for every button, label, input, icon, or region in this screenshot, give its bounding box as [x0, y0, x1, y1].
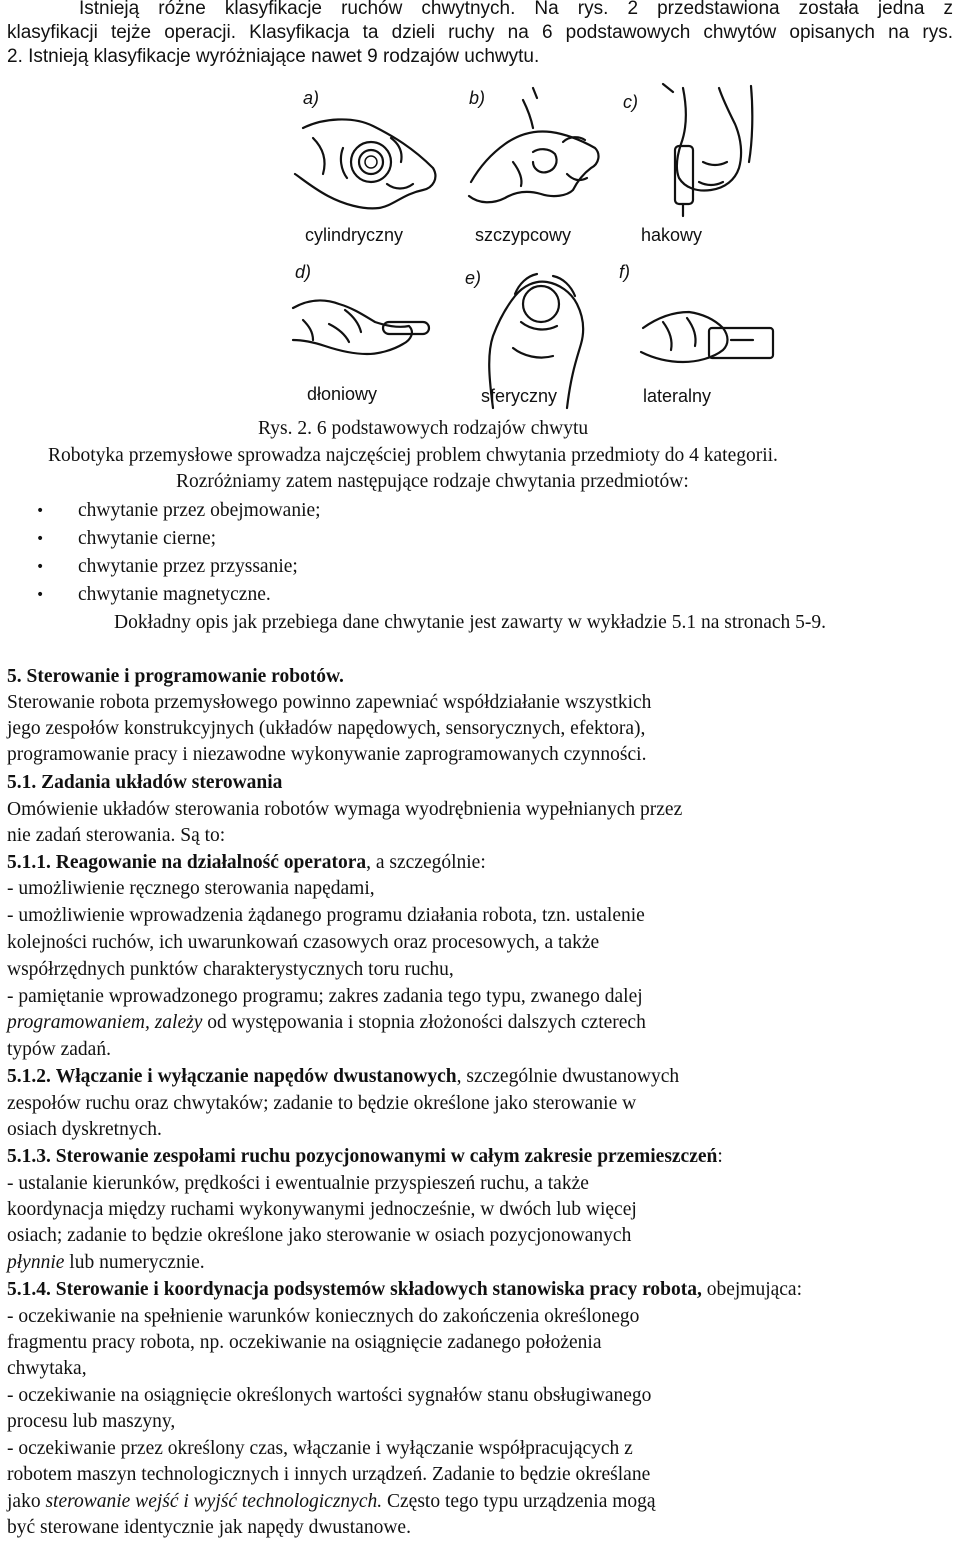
italic-term: sterowanie wejść i wyjść technologicznych. [45, 1491, 383, 1512]
palmar-grip-drawing [293, 301, 429, 354]
section51-text: nie zadań sterowania. Są to: [7, 825, 226, 846]
section514-text: - oczekiwanie przez określony czas, włączanie i wyłączanie współpracujących z [7, 1438, 633, 1459]
bullet-item: chwytanie cierne; [78, 528, 217, 549]
panel-c-letter: c) [623, 92, 638, 112]
section514-text: fragmentu pracy robota, np. oczekiwanie na osiągnięcie zadanego położenia [7, 1332, 602, 1353]
section514-text: robotem maszyn technologicznych i innych urządzeń. Zadanie to będzie określane [7, 1464, 651, 1485]
grip-reference: Dokładny opis jak przebiega dane chwytanie jest zawarty w wykładzie 5.1 na stronach 5-9. [114, 612, 827, 633]
section514-text: procesu lub maszyny, [7, 1411, 176, 1432]
grip-types-figure [283, 78, 779, 416]
grip-para-1: Robotyka przemysłowe sprowadza najczęściej problem chwytania przedmioty do 4 kategorii. [48, 445, 778, 466]
section513-rest: : [717, 1146, 723, 1167]
bullet-symbol: • [36, 503, 45, 519]
grip-para-2: Rozróżniamy zatem następujące rodzaje chwytania przedmiotów: [176, 471, 689, 492]
intro-line-1: Istnieją różne klasyfikacje ruchów chwytnych. Na rys. 2 przedstawiona została jedna z [79, 0, 953, 19]
section514-number: 5.1.4. [7, 1279, 51, 1300]
section511-number: 5.1.1. [7, 852, 51, 873]
section513-text-rest: lub numerycznie. [64, 1252, 205, 1273]
hand-drawings [293, 84, 773, 408]
section5-text: Sterowanie robota przemysłowego powinno zapewniać współdziałanie wszystkich [7, 692, 652, 713]
section511-text: - umożliwienie ręcznego sterowania napędami, [7, 878, 375, 899]
panel-f-label: lateralny [643, 386, 712, 406]
section514-text-rest: Często tego typu urządzenia mogą [382, 1491, 656, 1512]
section514-rest: obejmująca: [701, 1279, 803, 1300]
panel-c-label: hakowy [641, 225, 703, 245]
section513-number: 5.1.3. [7, 1146, 51, 1167]
section513-text: - ustalanie kierunków, prędkości i ewentualnie przyspieszeń ruchu, a także [7, 1173, 589, 1194]
section5-heading: 5. Sterowanie i programowanie robotów. [7, 666, 344, 687]
section512-rest: , szczególnie dwustanowych [456, 1066, 680, 1087]
panel-a-letter: a) [303, 88, 320, 108]
panel-a-label: cylindryczny [305, 225, 404, 245]
intro-line-3: 2. Istnieją klasyfikacje wyróżniające nawet 9 rodzajów uchwytu. [7, 46, 540, 67]
hook-grip-drawing [663, 84, 752, 216]
section5-text: jego zespołów konstrukcyjnych (układów napędowych, sensorycznych, efektora), [7, 718, 646, 739]
section511-text: kolejności ruchów, ich uwarunkowań czasowych oraz procesowych, a także [7, 932, 600, 953]
intro-line-2: klasyfikacji tejże operacji. Klasyfikacja ta dzieli ruchy na 6 podstawowych chwytów opisanych na rys. [7, 22, 953, 43]
section512-text: zespołów ruchu oraz chwytaków; zadanie to będzie określone jako sterowanie w [7, 1093, 637, 1114]
grip-figure-svg [283, 78, 779, 416]
cylindrical-grip-drawing [295, 119, 435, 208]
bullet-symbol: • [36, 531, 45, 547]
section511-rest: , a szczególnie: [366, 852, 486, 873]
section512-text: osiach dyskretnych. [7, 1119, 162, 1140]
section511-text-mixed [7, 1011, 646, 1035]
section514-text-pre: jako [7, 1491, 46, 1512]
section511-text: typów zadań. [7, 1039, 111, 1060]
panel-e-letter: e) [465, 268, 482, 288]
section513-text-mixed [7, 1251, 205, 1275]
section512-heading [7, 1065, 679, 1089]
bullet-symbol: • [36, 587, 45, 603]
italic-term: programowaniem, zależy [7, 1012, 203, 1033]
section514-text: - oczekiwanie na spełnienie warunków koniecznych do zakończenia określonego [7, 1306, 640, 1327]
section513-heading [7, 1145, 723, 1169]
section514-title: Sterowanie i koordynacja podsystemów składowych stanowiska pracy robota, [55, 1279, 702, 1300]
panel-b-label: szczypcowy [475, 225, 572, 245]
section513-title: Sterowanie zespołami ruchu pozycjonowanymi w całym zakresie przemieszczeń [55, 1146, 718, 1167]
section514-text: chwytaka, [7, 1358, 87, 1379]
section511-heading [7, 851, 486, 875]
pinch-grip-drawing [469, 88, 598, 202]
panel-d-letter: d) [295, 262, 312, 282]
section511-text: - pamiętanie wprowadzonego programu; zakres zadania tego typu, zwanego dalej [7, 986, 643, 1007]
panel-f-letter: f) [619, 262, 630, 282]
panel-e-label: sferyczny [481, 386, 558, 406]
bullet-item: chwytanie magnetyczne. [78, 584, 271, 605]
section514-heading [7, 1278, 802, 1302]
bullet-item: chwytanie przez przyssanie; [78, 556, 298, 577]
section512-title: Włączanie i wyłączanie napędów dwustanowych [55, 1066, 457, 1087]
bullet-symbol: • [36, 559, 45, 575]
section511-title: Reagowanie na działalność operatora [55, 852, 367, 873]
section51-heading: 5.1. Zadania układów sterowania [7, 772, 283, 793]
bullet-item: chwytanie przez obejmowanie; [78, 500, 321, 521]
section514-text: - oczekiwanie na osiągnięcie określonych wartości sygnałów stanu obsługiwanego [7, 1385, 652, 1406]
section512-number: 5.1.2. [7, 1066, 51, 1087]
section511-text: współrzędnych punktów charakterystycznych toru ruchu, [7, 959, 454, 980]
section514-text-mixed [7, 1490, 656, 1514]
section511-text: - umożliwienie wprowadzenia żądanego programu działania robota, tzn. ustalenie [7, 905, 645, 926]
section513-text: koordynacja między ruchami wykonywanymi jednocześnie, w dwóch lub więcej [7, 1199, 637, 1220]
section51-text: Omówienie układów sterowania robotów wymaga wyodrębnienia wypełnianych przez [7, 799, 683, 820]
section514-text: być sterowane identycznie jak napędy dwustanowe. [7, 1517, 411, 1538]
section5-text: programowanie pracy i niezawodne wykonywanie zaprogramowanych czynności. [7, 744, 647, 765]
panel-d-label: dłoniowy [307, 384, 378, 404]
section511-text-rest: od występowania i stopnia złożoności dalszych czterech [202, 1012, 646, 1033]
figure-caption: Rys. 2. 6 podstawowych rodzajów chwytu [258, 418, 589, 439]
italic-term: płynnie [7, 1252, 65, 1273]
lateral-grip-drawing [641, 312, 773, 362]
section513-text: osiach; zadanie to będzie określone jako sterowanie w osiach pozycjonowanych [7, 1225, 632, 1246]
panel-b-letter: b) [469, 88, 486, 108]
